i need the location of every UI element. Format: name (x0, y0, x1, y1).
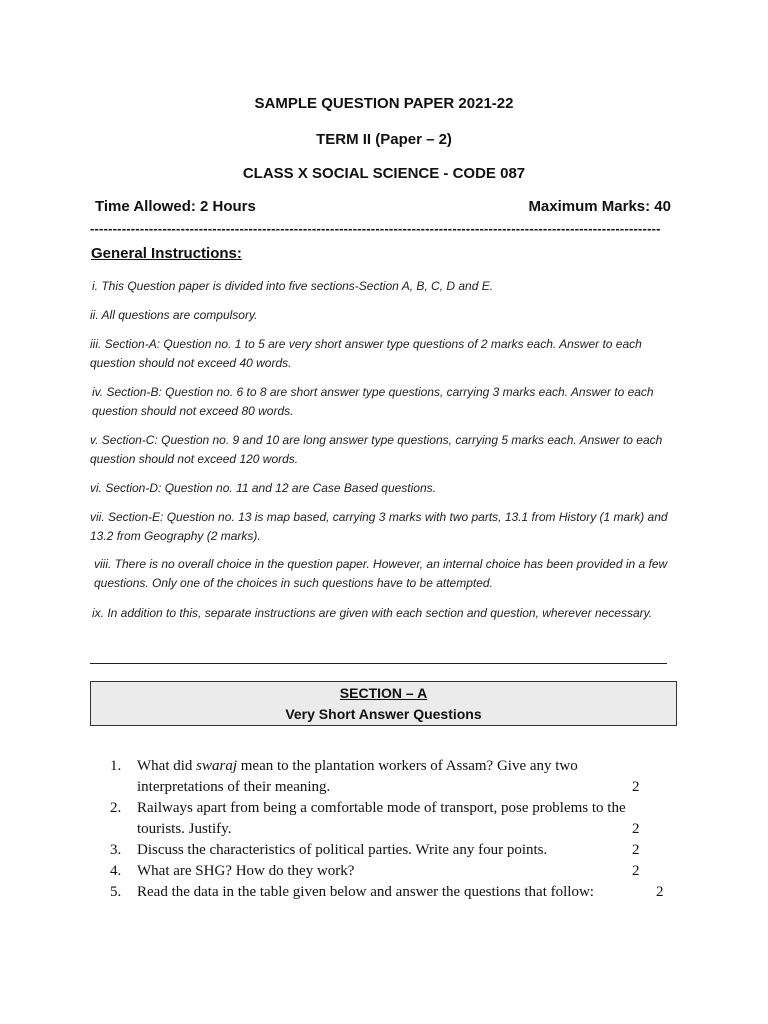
instruction-item: iv. Section-B: Question no. 6 to 8 are short answer type questions, carrying 3 marks each. Answer to each question should not exceed 80 words. (92, 385, 654, 418)
maximum-marks: Maximum Marks: 40 (528, 198, 671, 215)
question-text (137, 756, 578, 777)
question-marks: 2 (632, 779, 640, 795)
question-number: 3. (110, 842, 122, 858)
instruction-item: iii. Section-A: Question no. 1 to 5 are very short answer type questions of 2 marks each. Answer to each question should not exceed 40 words. (90, 337, 642, 370)
question-marks: 2 (632, 863, 640, 879)
question-text: interpretations of their meaning. (137, 779, 331, 795)
paper-title: SAMPLE QUESTION PAPER 2021-22 (254, 95, 514, 112)
question-text-part: mean to the plantation workers of Assam? Give any two (237, 758, 578, 774)
question-emphasis: swaraj (196, 758, 238, 774)
question-marks: 2 (632, 821, 640, 837)
instruction-item: i. This Question paper is divided into five sections-Section A, B, C, D and E. (92, 279, 494, 293)
time-allowed: Time Allowed: 2 Hours (95, 198, 256, 215)
question-text: Read the data in the table given below and answer the questions that follow: (137, 884, 594, 900)
question-text-part: What did (137, 758, 197, 774)
section-divider (90, 663, 667, 664)
instruction-item: ix. In addition to this, separate instructions are given with each section and question, wherever necessary. (92, 606, 653, 620)
question-marks: 2 (632, 842, 640, 858)
question-text: What are SHG? How do they work? (137, 863, 355, 879)
instruction-item: v. Section-C: Question no. 9 and 10 are long answer type questions, carrying 5 marks each. Answer to each question should not exceed 120 words. (90, 433, 663, 466)
section-a-header (90, 681, 677, 726)
question-marks: 2 (656, 884, 664, 900)
term-title: TERM II (Paper – 2) (316, 131, 452, 148)
question-text: Discuss the characteristics of political parties. Write any four points. (137, 842, 548, 858)
section-title: SECTION – A (339, 685, 428, 701)
class-code-title: CLASS X SOCIAL SCIENCE - CODE 087 (242, 165, 526, 182)
question-number: 4. (110, 863, 122, 879)
instruction-item: vii. Section-E: Question no. 13 is map based, carrying 3 marks with two parts, 13.1 from History (1 mark) and 13.2 from Geography (2 marks). (90, 510, 668, 543)
general-instructions-heading: General Instructions: (91, 245, 242, 262)
instruction-item: ii. All questions are compulsory. (90, 308, 258, 322)
dashed-divider: ------------------------------------------------------------------------------------------------------------------------------ (90, 222, 661, 236)
question-number: 1. (110, 758, 122, 774)
question-number: 5. (110, 884, 122, 900)
question-text: tourists. Justify. (137, 821, 232, 837)
section-subtitle: Very Short Answer Questions (285, 706, 482, 722)
question-text: Railways apart from being a comfortable mode of transport, pose problems to the (137, 800, 626, 816)
instruction-item: viii. There is no overall choice in the question paper. However, an internal choice has been provided in a few questions. Only one of the choices in such questions have to be attempted. (94, 557, 668, 590)
question-number: 2. (110, 800, 122, 816)
instruction-item: vi. Section-D: Question no. 11 and 12 are Case Based questions. (90, 481, 436, 495)
